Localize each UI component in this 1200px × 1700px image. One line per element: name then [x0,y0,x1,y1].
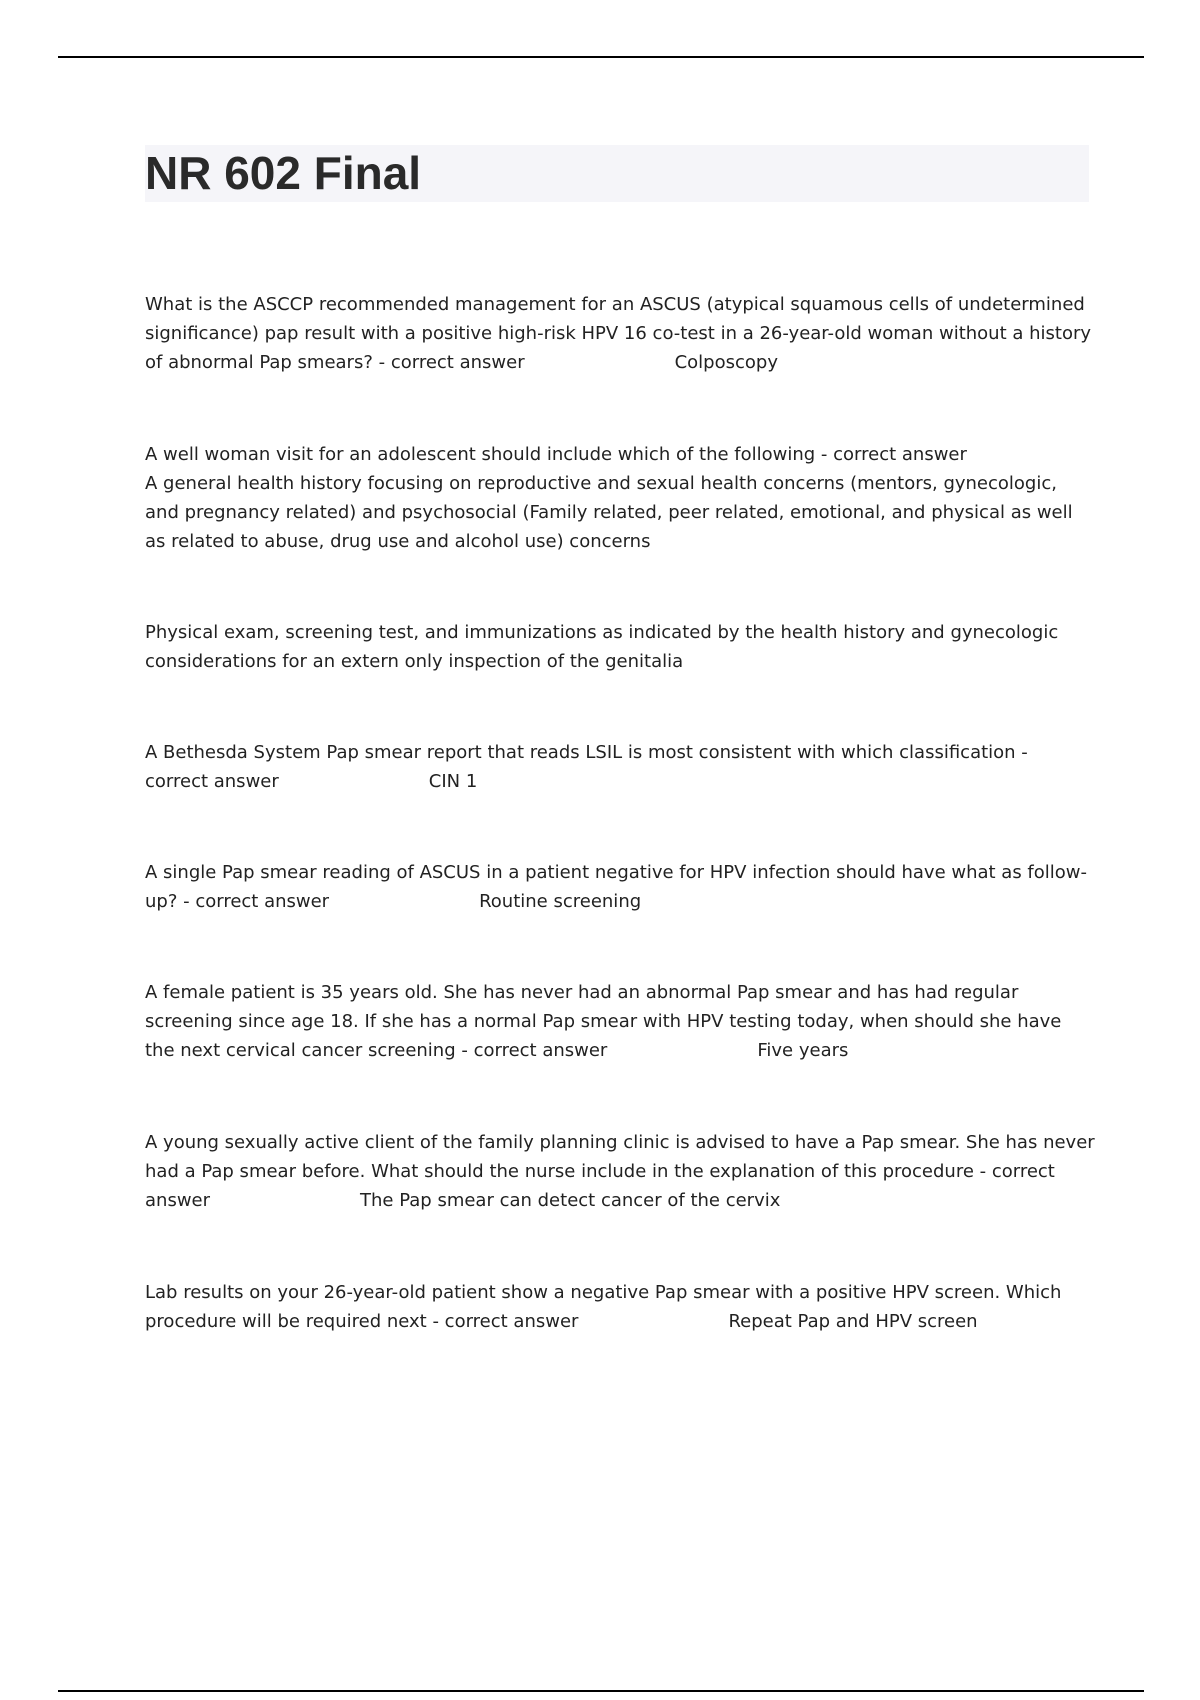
question-text: A single Pap smear reading of ASCUS in a patient negative for HPV infection should have what as follow-up? - correct answer [145,862,1088,912]
answer-text: CIN 1 [428,771,478,792]
answer-text: Routine screening [479,891,642,912]
bottom-rule [58,1690,1144,1692]
qa-item-4 [145,738,1095,796]
question-text: A well woman visit for an adolescent should include which of the following - correct answer [145,444,967,465]
answer-text: A general health history focusing on reproductive and sexual health concerns (mentors, gynecologic, and pregnancy related) and psychosocial (Family related, peer related, emotional, and physical as well as related to abuse, drug use and alcohol use) concerns [145,473,1073,552]
qa-item-6 [145,978,1095,1065]
qa-item-8 [145,1278,1095,1336]
title-bar [145,145,1089,202]
question-text: Physical exam, screening test, and immunizations as indicated by the health history and gynecologic considerations for an extern only inspection of the genitalia [145,622,1059,672]
answer-text: Five years [757,1040,849,1061]
question-text: A young sexually active client of the family planning clinic is advised to have a Pap smear. She has never had a Pap smear before. What should the nurse include in the explanation of this procedure - correct answer [145,1132,1095,1211]
qa-item-7 [145,1128,1095,1215]
question-text: A female patient is 35 years old. She has never had an abnormal Pap smear and has had regular screening since age 18. If she has a normal Pap smear with HPV testing today, when should she have the next cervical cancer screening - correct answer [145,982,1062,1061]
qa-item-5 [145,858,1095,916]
top-rule [58,56,1144,58]
qa-item-3 [145,618,1095,676]
question-text: Lab results on your 26-year-old patient show a negative Pap smear with a positive HPV screen. Which procedure will be required next - correct answer [145,1282,1062,1332]
question-text: What is the ASCCP recommended management for an ASCUS (atypical squamous cells of undetermined significance) pap result with a positive high-risk HPV 16 co-test in a 26-year-old woman without a history of abnormal Pap smears? - correct answer [145,294,1092,373]
answer-text: Colposcopy [674,352,778,373]
question-text: A Bethesda System Pap smear report that reads LSIL is most consistent with which classification - correct answer [145,742,1028,792]
qa-item-2 [145,440,1095,556]
page-title: NR 602 Final [145,147,422,199]
answer-text: Repeat Pap and HPV screen [728,1311,978,1332]
answer-text: The Pap smear can detect cancer of the cervix [360,1190,781,1211]
qa-item-1 [145,290,1095,377]
